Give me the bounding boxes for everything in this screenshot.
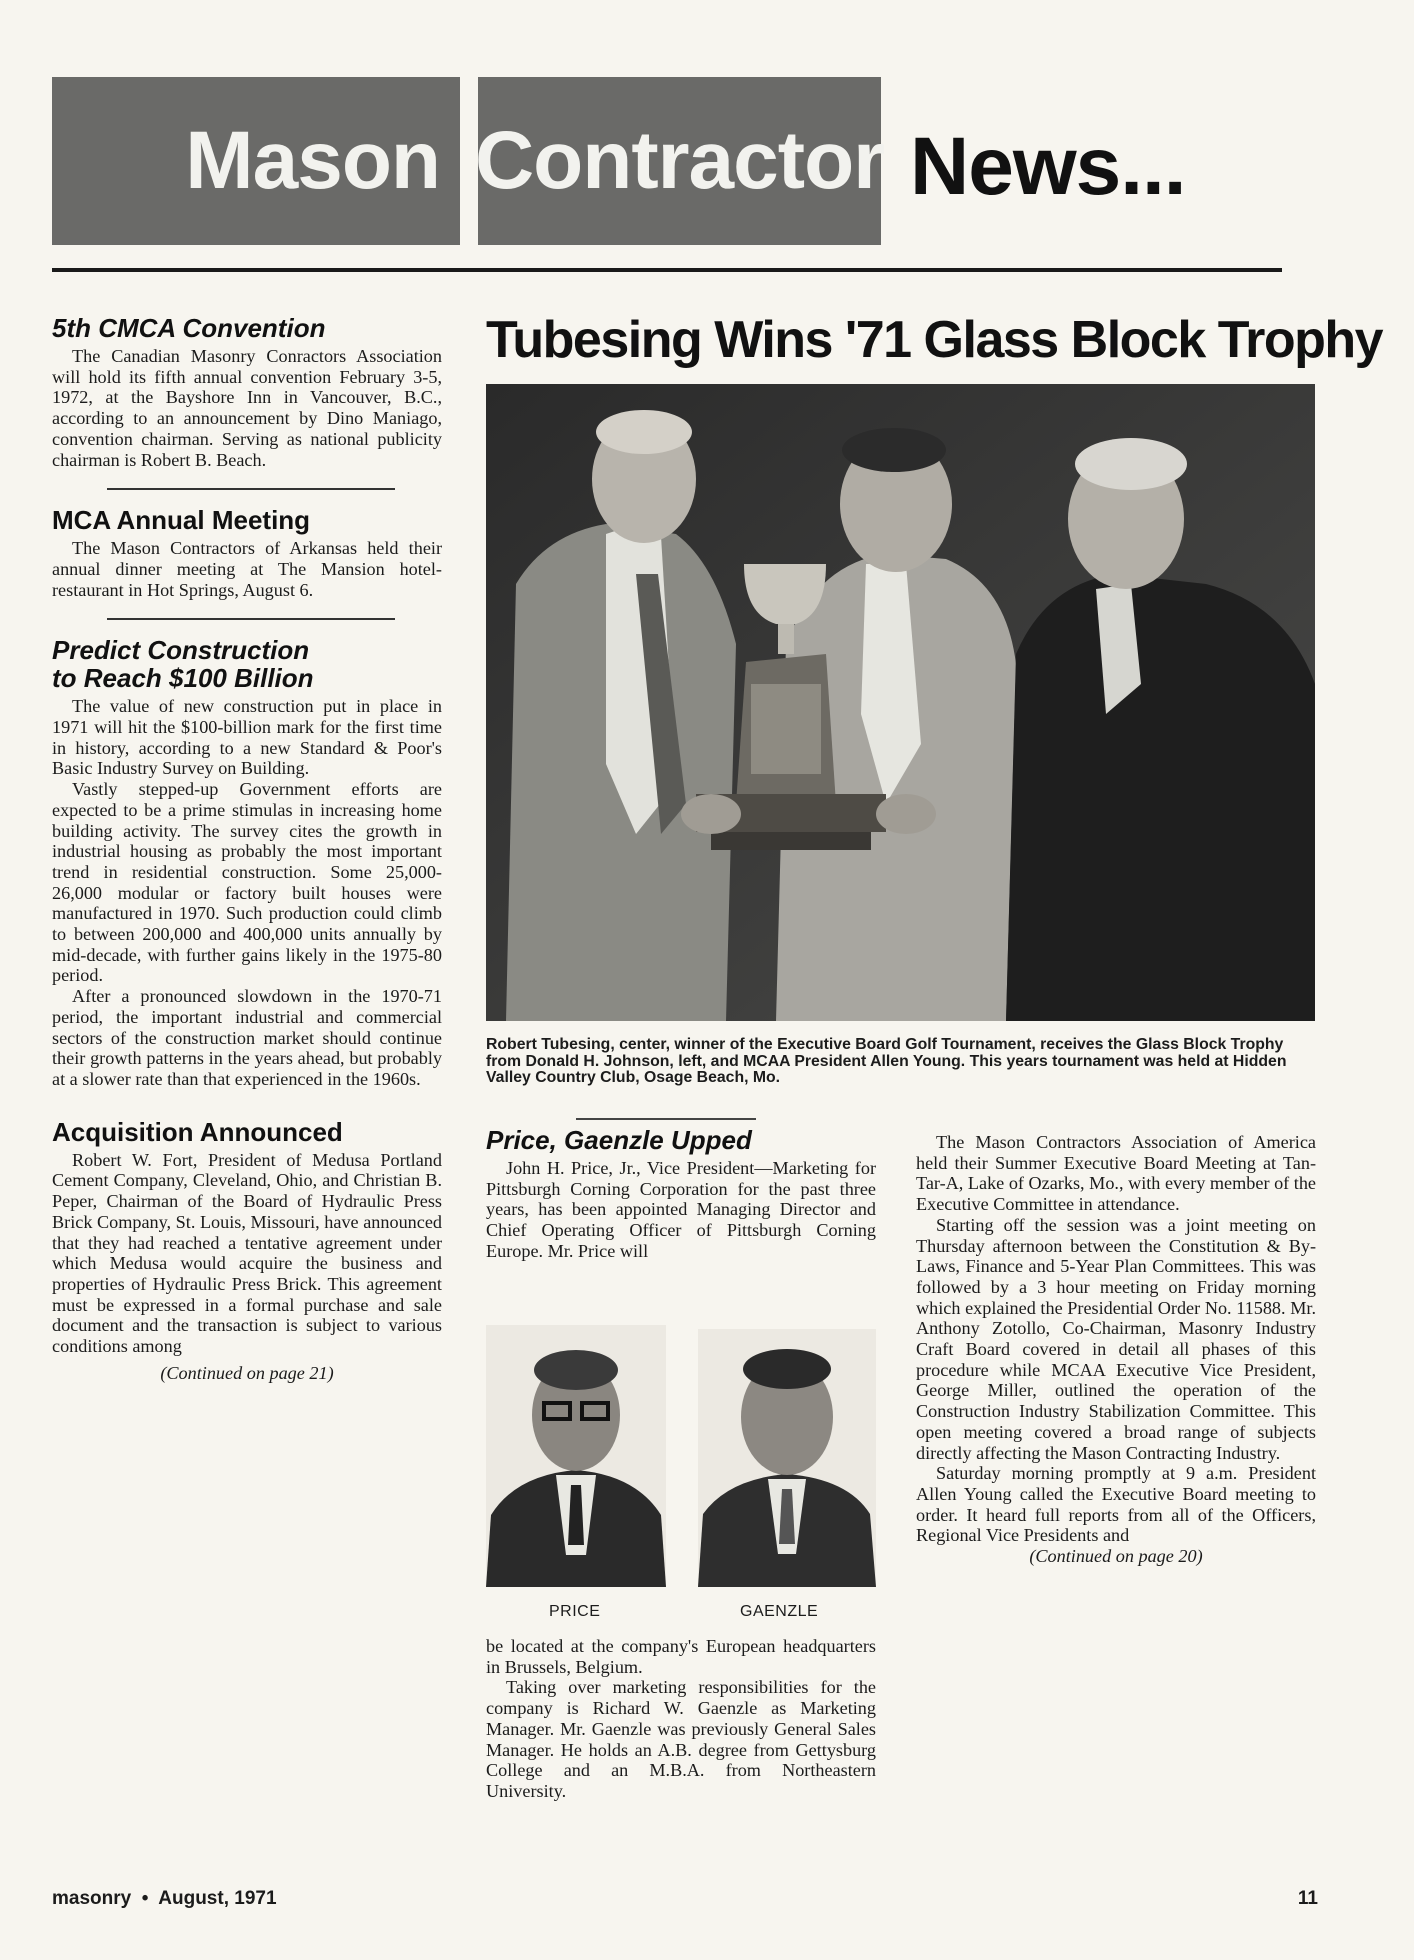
- masthead-word-mason: Mason: [52, 77, 460, 245]
- predict-paragraph-1: The value of new construction put in place in 1971 will hit the $100-billion mark for the first time in history, according to a new Standard & Poor's Basic Industry Survey on Building.: [52, 696, 442, 779]
- price-paragraph-3: Taking over marketing responsibilities for the company is Richard W. Gaenzle as Marketing Manager. Mr. Gaenzle was previously General Sales Manager. He holds an A.B. degree from Gettysburg College and an M.B.A. from Northeastern University.: [486, 1677, 876, 1801]
- masthead-rule: [52, 268, 1282, 272]
- right-paragraph-2: Starting off the session was a joint meeting on Thursday afternoon between the Constitution & By-Laws, Finance and 5-Year Plan Committees. This was followed by a 3 hour meeting on Friday morning which explained the Presidential Order No. 11588. Mr. Anthony Zotollo, Co-Chairman, Masonry Industry Craft Board covered in detail all phases of this procedure while MCAA Executive Vice President, George Miller, outlined the operation of the Construction Industry Stabilization Committee. This open meeting covered a broad range of subjects directly affecting the Mason Contracting Industry.: [916, 1214, 1316, 1463]
- right-paragraph-3: Saturday morning promptly at 9 a.m. President Allen Young called the Executive Board meeting to order. It heard full reports from all of the Officers, Regional Vice Presidents and: [916, 1463, 1316, 1546]
- photo-caption: Robert Tubesing, center, winner of the Executive Board Golf Tournament, receives the Glass Block Trophy from Donald H. Johnson, left, and MCAA President Allen Young. This years tournament was held at Hidden Valley Country Club, Osage Beach, Mo.: [486, 1036, 1287, 1086]
- right-paragraph-1: The Mason Contractors Association of America held their Summer Executive Board Meeting at Tan-Tar-A, Lake of Ozarks, Mo., with every member of the Executive Committee in attendance.: [916, 1132, 1316, 1215]
- heading-acquisition-announced: Acquisition Announced: [52, 1116, 343, 1147]
- price-paragraph-2: be located at the company's European headquarters in Brussels, Belgium.: [486, 1636, 876, 1677]
- left-column: [52, 314, 442, 1384]
- trophy-photo: [486, 384, 1315, 1021]
- heading-cmca-convention: 5th CMCA Convention: [52, 313, 326, 343]
- divider: [107, 618, 395, 620]
- article-title: Tubesing Wins '71 Glass Block Trophy: [486, 311, 1383, 369]
- portrait-label-price: PRICE: [549, 1603, 601, 1620]
- heading-predict-construction-1: Predict Construction: [52, 635, 310, 666]
- mca-paragraph: The Mason Contractors of Arkansas held their annual dinner meeting at The Mansion hotel-restaurant in Hot Springs, August 6.: [52, 538, 442, 600]
- divider: [576, 1118, 756, 1120]
- price-paragraph-1: John H. Price, Jr., Vice President—Marketing for Pittsburgh Corning Corporation for the past three years, has been appointed Managing Director and Chief Operating Officer of Pittsburgh Corning Europe. Mr. Price will: [486, 1158, 876, 1261]
- portrait-gaenzle: [698, 1329, 876, 1587]
- predict-paragraph-3: After a pronounced slowdown in the 1970-71 period, the important industrial and commercial sectors of the construction market should continue their growth patterns in the years ahead, but probably at a slower rate than that experienced in the 1960s.: [52, 986, 442, 1089]
- divider: [107, 488, 395, 490]
- middle-column-lower: [486, 1636, 876, 1802]
- portrait-price: [486, 1325, 666, 1587]
- footer-publication: masonry • August, 1971: [52, 1888, 277, 1909]
- right-column: [916, 1132, 1316, 1567]
- portrait-price-illustration: [486, 1325, 666, 1587]
- predict-paragraph-2: Vastly stepped-up Government efforts are expected to be a prime stimulas in increasing home building activity. The survey cites the growth in industrial housing as probably the most important trend in residential construction. Some 25,000-26,000 modular or factory built houses were manufactured in 1970. Such production could climb to between 200,000 and 400,000 units annually by mid-decade, with further gains likely in the 1975-80 period.: [52, 779, 442, 986]
- portrait-gaenzle-illustration: [698, 1329, 876, 1587]
- page-number: 11: [1297, 1888, 1318, 1909]
- cmca-paragraph: The Canadian Masonry Conractors Association will hold its fifth annual convention February 3-5, 1972, at the Bayshore Inn in Vancouver, B.C., according to an announcement by Dino Maniago, convention chairman. Serving as national publicity chairman is Robert B. Beach.: [52, 346, 442, 470]
- continued-note-left: (Continued on page 21): [160, 1362, 334, 1383]
- masthead-word-contractor: Contractor: [478, 77, 881, 245]
- acquisition-paragraph: Robert W. Fort, President of Medusa Portland Cement Company, Cleveland, Ohio, and Christian B. Peper, Chairman of the Board of Hydraulic Press Brick Company, St. Louis, Missouri, have announced that they had reached a tentative agreement under which Medusa would acquire the business and properties of Hydraulic Press Brick. This agreement must be expressed in a formal purchase and sale document and the transaction is subject to various conditions among: [52, 1149, 442, 1357]
- heading-predict-construction-2: to Reach $100 Billion: [52, 663, 314, 694]
- continued-note-right: (Continued on page 20): [1029, 1546, 1203, 1567]
- heading-mca-annual-meeting: MCA Annual Meeting: [52, 505, 311, 536]
- trophy-photo-illustration: [486, 384, 1315, 1021]
- middle-column: [486, 1125, 876, 1262]
- portrait-label-gaenzle: GAENZLE: [740, 1603, 819, 1620]
- heading-price-gaenzle: Price, Gaenzle Upped: [486, 1125, 752, 1155]
- masthead-word-news: News...: [910, 121, 1186, 212]
